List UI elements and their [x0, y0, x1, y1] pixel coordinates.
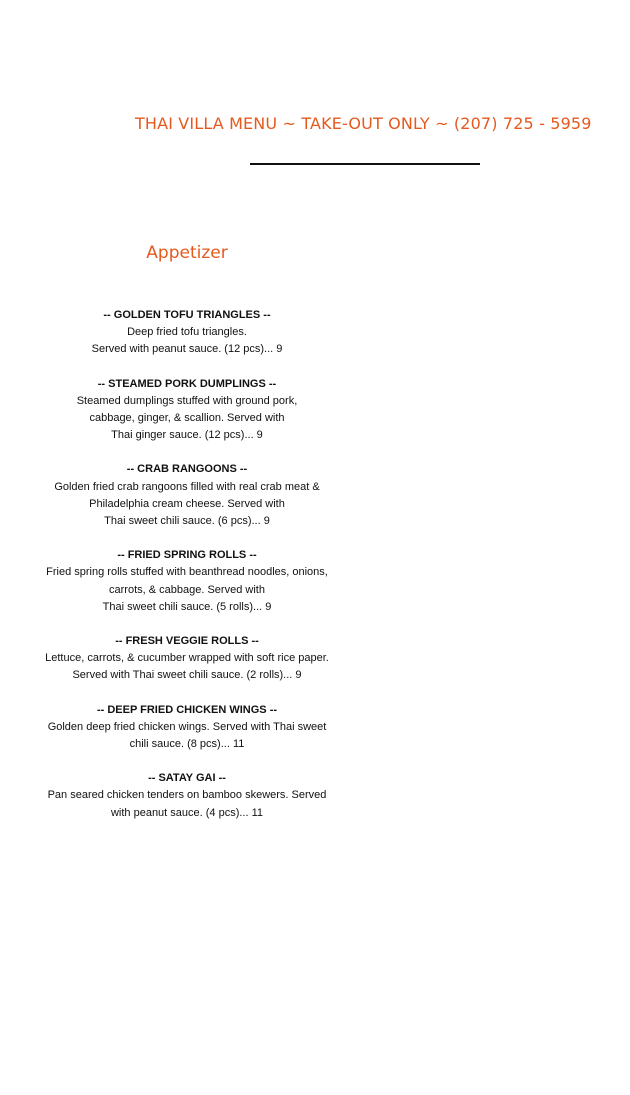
menu-item-name: -- FRESH VEGGIE ROLLS -- — [115, 635, 259, 648]
menu-item-satay-gai — [36, 770, 338, 822]
menu-item-description: Served with peanut sauce. (12 pcs)... 9 — [91, 343, 283, 356]
menu-item-description: Golden fried crab rangoons filled with real crab meat & — [54, 480, 320, 493]
menu-item-name: -- SATAY GAI -- — [148, 772, 226, 785]
menu-item-description: Lettuce, carrots, & cucumber wrapped with soft rice paper. — [45, 652, 329, 665]
menu-item-description: Served with Thai sweet chili sauce. (2 rolls)... 9 — [72, 669, 302, 682]
section-heading: Appetizer — [146, 243, 228, 263]
menu-item-name: -- GOLDEN TOFU TRIANGLES -- — [103, 309, 271, 321]
menu-item-description: Thai sweet chili sauce. (6 pcs)... 9 — [104, 515, 270, 528]
menu-item-steamed-pork-dumplings — [36, 376, 338, 445]
menu-item-description: Golden deep fried chicken wings. Served with Thai sweet — [47, 720, 327, 733]
menu-item-name: -- STEAMED PORK DUMPLINGS -- — [97, 377, 277, 390]
menu-list — [36, 307, 338, 822]
menu-item-description: Thai ginger sauce. (12 pcs)... 9 — [111, 429, 263, 442]
menu-item-description: Pan seared chicken tenders on bamboo skewers. Served — [47, 789, 327, 802]
menu-item-name: -- FRIED SPRING ROLLS -- — [117, 549, 257, 562]
top-cut-off-mark — [268, 0, 274, 2]
menu-item-description: carrots, & cabbage. Served with — [109, 583, 265, 596]
menu-item-deep-fried-chicken-wings — [36, 702, 338, 754]
menu-item-description: Thai sweet chili sauce. (5 rolls)... 9 — [102, 600, 272, 613]
menu-item-fresh-veggie-rolls — [36, 633, 338, 685]
menu-item-description: Steamed dumplings stuffed with ground pork, — [76, 394, 298, 407]
menu-item-description: Philadelphia cream cheese. Served with — [89, 497, 285, 510]
menu-item-name: -- DEEP FRIED CHICKEN WINGS -- — [96, 703, 278, 716]
menu-item-fried-spring-rolls — [36, 547, 338, 616]
menu-item-description: Deep fried tofu triangles. — [127, 326, 247, 339]
menu-item-description: chili sauce. (8 pcs)... 11 — [129, 738, 245, 751]
menu-item-description: cabbage, ginger, & scallion. Served with — [89, 412, 285, 425]
menu-item-golden-tofu-triangles — [36, 307, 338, 359]
appetizer-section — [36, 241, 338, 839]
page-title: THAI VILLA MENU ~ TAKE-OUT ONLY ~ (207) 725 - 5959 — [135, 114, 592, 133]
menu-item-name: -- CRAB RANGOONS -- — [126, 463, 248, 476]
menu-item-crab-rangoons — [36, 461, 338, 530]
menu-item-description: Fried spring rolls stuffed with beanthread noodles, onions, — [46, 566, 328, 579]
title-underline — [250, 163, 480, 165]
menu-item-description: with peanut sauce. (4 pcs)... 11 — [110, 806, 264, 819]
